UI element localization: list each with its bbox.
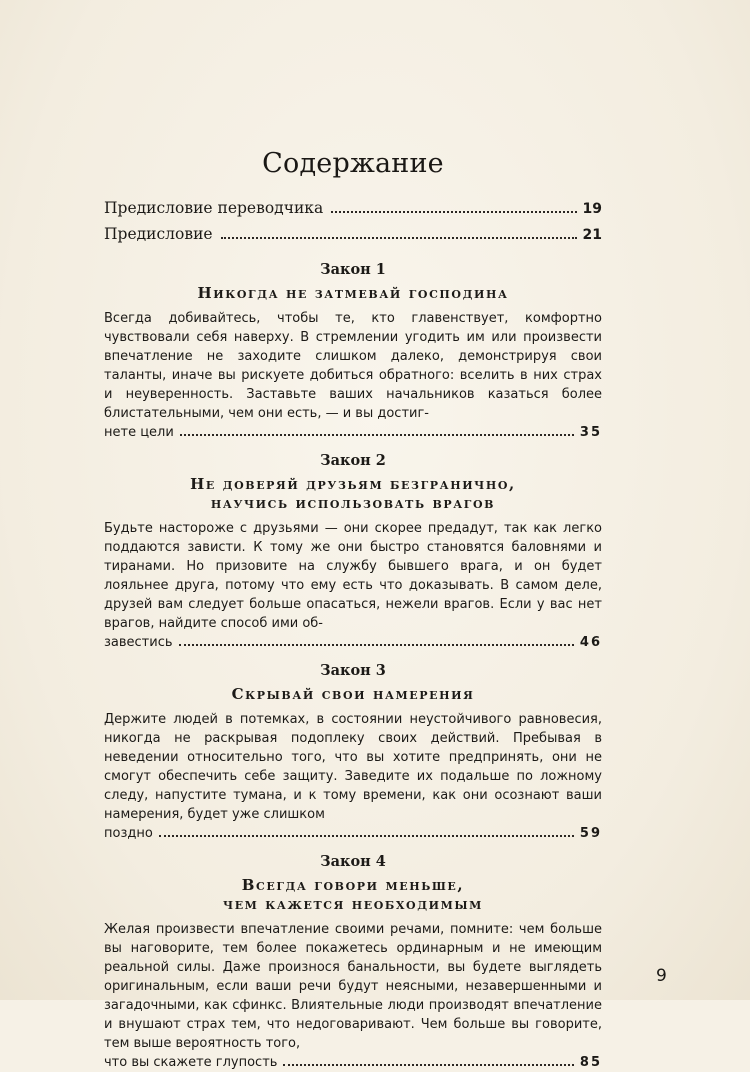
law-label: Закон 1 <box>320 261 386 278</box>
law-title-line: Никогда не затмевай господина <box>197 284 509 302</box>
page-title: Содержание <box>262 148 444 179</box>
dot-leader <box>180 434 574 436</box>
law-last-line-text: поздно <box>104 826 153 841</box>
law-entry-3 <box>104 662 602 843</box>
law-entry-1 <box>104 261 602 442</box>
law-description: Всегда добивайтесь, чтобы те, кто главенствует, комфортно чувствовали себя наверху. В стремлении угодить им или произвести впечатление не заходите слишком далеко, демонстрируя свои таланты, иначе вы рискуете добиться обратного: вселить в них страх и неуверенность. Заставьте ваших начальников казаться более блистательными, чем они есть, — и вы достиг- <box>104 311 602 421</box>
law-page-number: 59 <box>579 826 602 841</box>
law-label: Закон 3 <box>320 662 386 679</box>
toc-entry-page: 21 <box>582 227 602 243</box>
law-page-number: 35 <box>579 425 602 440</box>
toc-entry-page: 19 <box>582 201 602 217</box>
law-description: Будьте настороже с друзьями — они скорее предадут, так как легко поддаются зависти. К тому же они быстро становятся баловнями и тиранами. Но призовите на службу бывшего врага, и он будет лояльнее друга, потому что ему есть что доказывать. В самом деле, друзей вам следует больше опасаться, нежели врагов. Если у вас нет врагов, найдите способ ими об- <box>104 521 602 631</box>
law-last-line-text: что вы скажете глупость <box>104 1055 278 1070</box>
law-page-number: 46 <box>579 635 602 650</box>
law-entry-2 <box>104 452 602 652</box>
law-title-line: научись использовать врагов <box>210 494 496 512</box>
law-page-number: 85 <box>579 1055 602 1070</box>
law-title-line: Не доверяй друзьям безгранично, <box>190 475 516 493</box>
law-title-line: Скрывай свои намерения <box>231 685 475 703</box>
law-label: Закон 2 <box>320 452 386 469</box>
law-last-line <box>104 423 602 442</box>
law-title <box>104 876 602 914</box>
table-of-contents <box>104 148 602 1072</box>
toc-entry-preface <box>104 225 602 251</box>
dot-leader <box>179 644 574 646</box>
law-description: Желая произвести впечатление своими речами, помните: чем больше вы наговорите, тем более покажетесь ординарным и не имеющим реальной силы. Даже произнося банальности, вы будете выглядеть оригинальным, если ваши речи будут неясными, незавершенными и загадочными, как сфинкс. Влиятельные люди производят впечатление и внушают страх тем, что недоговаривают. Чем больше вы говорите, тем выше вероятность того, <box>104 922 602 1051</box>
dot-leader <box>221 237 577 239</box>
dot-leader <box>159 835 574 837</box>
law-last-line <box>104 824 602 843</box>
dot-leader <box>331 211 576 213</box>
law-last-line-text: завестись <box>104 635 173 650</box>
toc-entry-translator-preface <box>104 199 602 225</box>
law-last-line <box>104 633 602 652</box>
law-label: Закон 4 <box>320 853 386 870</box>
dot-leader <box>283 1064 573 1066</box>
law-title-line: чем кажется необходимым <box>223 895 483 913</box>
page-number: 9 <box>656 966 667 986</box>
law-last-line <box>104 1053 602 1072</box>
law-title <box>104 475 602 513</box>
toc-entry-label: Предисловие переводчика <box>104 199 324 217</box>
law-last-line-text: нете цели <box>104 425 174 440</box>
law-description: Держите людей в потемках, в состоянии неустойчивого равновесия, никогда не раскрывая подоплеку своих действий. Пребывая в неведении относительно того, что вы хотите предпринять, они не смогут обеспечить себе защиту. Заведите их подальше по ложному следу, напустите тумана, и к тому времени, как они осознают ваши намерения, будет уже слишком <box>104 712 602 822</box>
law-title-line: Всегда говори меньше, <box>241 876 465 894</box>
law-title <box>104 685 602 704</box>
toc-entry-label: Предисловие <box>104 225 213 243</box>
law-entry-4 <box>104 853 602 1072</box>
law-title <box>104 284 602 303</box>
